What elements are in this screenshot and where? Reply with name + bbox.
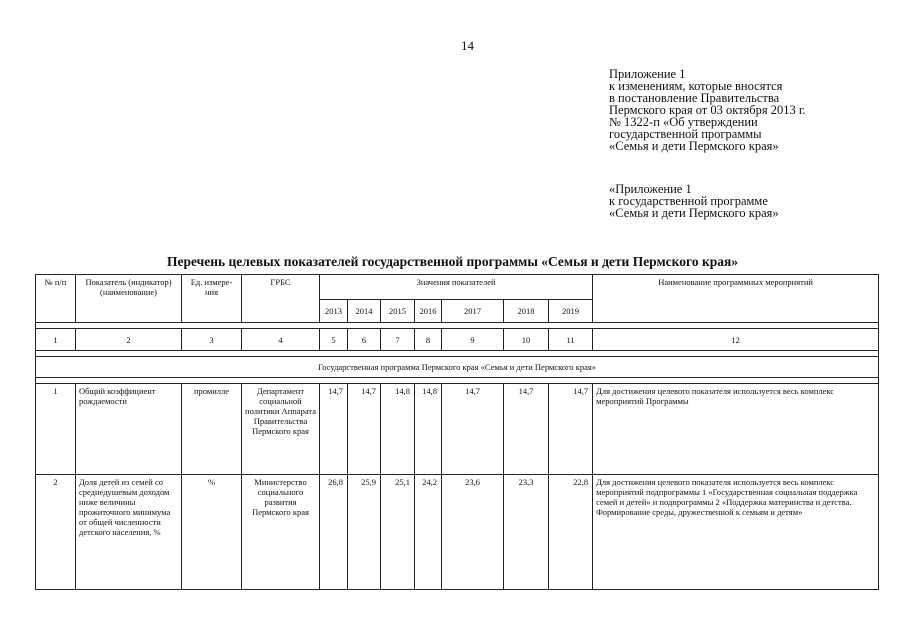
row-value: 14,8	[415, 384, 442, 475]
header-year: 2016	[415, 300, 442, 323]
header-year: 2013	[320, 300, 348, 323]
column-number: 8	[415, 329, 442, 351]
table-row	[36, 475, 879, 590]
program-appendix-line: «Семья и дети Пермского края»	[609, 206, 779, 220]
row-grbs: Министерство социального развития Пермского края	[242, 475, 320, 590]
row-value: 25,1	[381, 475, 415, 590]
header-grbs: ГРБС	[242, 275, 320, 323]
program-appendix-line: к государственной программе	[609, 194, 768, 208]
row-num: 1	[36, 384, 76, 475]
row-value: 25,9	[348, 475, 381, 590]
row-unit: %	[182, 475, 242, 590]
appendix-line: «Семья и дети Пермского края»	[609, 139, 779, 153]
column-number: 6	[348, 329, 381, 351]
header-year: 2019	[549, 300, 593, 323]
header-year: 2017	[442, 300, 504, 323]
table-header-row	[36, 275, 879, 300]
row-value: 14,8	[381, 384, 415, 475]
row-measures: Для достижения целевого показателя используется весь комплекс мероприятий Программы	[593, 384, 879, 475]
appendix-line: № 1322-п «Об утверждении	[609, 115, 758, 129]
page-number: 14	[461, 38, 474, 53]
header-num: № п/п	[36, 275, 76, 323]
program-appendix-block	[609, 183, 779, 219]
section-row	[36, 357, 879, 378]
program-appendix-line: «Приложение 1	[609, 182, 692, 196]
row-value: 22,8	[549, 475, 593, 590]
header-year: 2014	[348, 300, 381, 323]
table-row	[36, 384, 879, 475]
header-unit: Ед. измере-ния	[182, 275, 242, 323]
row-grbs: Департамент социальной политики Аппарата Правительства Пермского края	[242, 384, 320, 475]
appendix-line: Пермского края от 03 октября 2013 г.	[609, 103, 806, 117]
column-number: 3	[182, 329, 242, 351]
row-value: 14,7	[348, 384, 381, 475]
row-value: 24,2	[415, 475, 442, 590]
header-measures: Наименование программных мероприятий	[593, 275, 879, 323]
row-measures: Для достижения целевого показателя используется весь комплекс мероприятий подпрограммы 1 «Государственная социальная поддержка семей и детей» и подпрограммы 2 «Поддержка материнства и детства. Формирование среды, дружественной к семьям и детям»	[593, 475, 879, 590]
section-title: Государственная программа Пермского края «Семья и дети Пермского края»	[36, 357, 879, 378]
document-title: Перечень целевых показателей государственной программы «Семья и дети Пермского края»	[166, 254, 739, 269]
row-value: 26,8	[320, 475, 348, 590]
indicators-table	[35, 274, 879, 590]
appendix-block	[609, 68, 806, 152]
column-number: 1	[36, 329, 76, 351]
column-number: 11	[549, 329, 593, 351]
column-number: 2	[76, 329, 182, 351]
column-number: 12	[593, 329, 879, 351]
header-year: 2015	[381, 300, 415, 323]
appendix-line: Приложение 1	[609, 67, 686, 81]
header-indicator: Показатель (индикатор) (наименование)	[76, 275, 182, 323]
row-value: 14,7	[320, 384, 348, 475]
column-number: 9	[442, 329, 504, 351]
row-value: 14,7	[442, 384, 504, 475]
row-indicator: Общий коэффициент рождаемости	[76, 384, 182, 475]
column-number: 7	[381, 329, 415, 351]
header-year: 2018	[504, 300, 549, 323]
column-number: 10	[504, 329, 549, 351]
appendix-line: государственной программы	[609, 127, 762, 141]
appendix-line: к изменениям, которые вносятся	[609, 79, 783, 93]
row-value: 14,7	[504, 384, 549, 475]
appendix-line: в постановление Правительства	[609, 91, 780, 105]
column-number: 5	[320, 329, 348, 351]
row-value: 23,3	[504, 475, 549, 590]
row-value: 14,7	[549, 384, 593, 475]
row-indicator: Доля детей из семей со среднедушевым доходом ниже величины прожиточного минимума от общей численности детского населения, %	[76, 475, 182, 590]
row-value: 23,6	[442, 475, 504, 590]
row-unit: промилле	[182, 384, 242, 475]
column-number-row	[36, 329, 879, 351]
row-num: 2	[36, 475, 76, 590]
column-number: 4	[242, 329, 320, 351]
header-values: Значения показателей	[320, 275, 593, 300]
